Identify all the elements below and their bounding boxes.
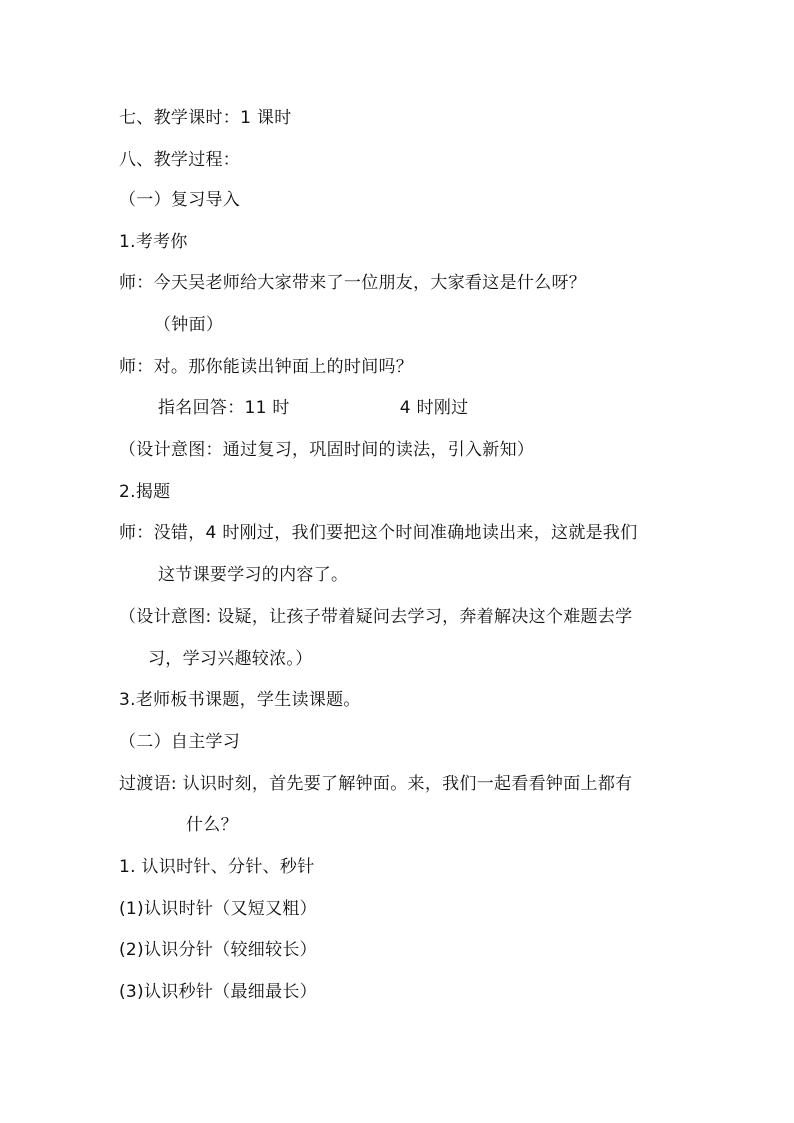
transition-line: 过渡语: 认识时刻，首先要了解钟面。来，我们一起看看钟面上都有 [119,774,633,794]
design-intent-1: （设计意图：通过复习，巩固时间的读法，引入新知） [119,440,535,460]
second-hand-item: (3)认识秒针（最细最长） [119,982,317,1002]
item-board-title: 3.老师板书课题，学生读课题。 [119,690,361,710]
answer-11: 指名回答：11 时 [158,398,290,418]
section-eight-heading: 八、教学过程： [119,150,241,170]
answer-4: 4 时刚过 [399,398,469,418]
design-intent-2-cont: 习，学习兴趣较浓。） [148,649,313,669]
teacher-line-1: 师：今天吴老师给大家带来了一位朋友，大家看这是什么呀？ [119,273,587,293]
answer-clock-face: （钟面） [154,315,224,335]
item-topic-heading: 2.揭题 [119,482,171,502]
item-quiz-heading: 1.考考你 [119,232,188,252]
named-answer-row [158,397,468,419]
teacher-line-3-cont: 这节课要学习的内容了。 [158,565,349,585]
subsection-self-study-heading: （二）自主学习 [119,732,241,752]
item-hands-heading: 1. 认识时针、分针、秒针 [119,857,315,877]
hour-hand-item: (1)认识时针（又短又粗） [119,899,317,919]
design-intent-2: （设计意图: 设疑，让孩子带着疑问去学习，奔着解决这个难题去学 [119,607,633,627]
minute-hand-item: (2)认识分针（较细较长） [119,940,317,960]
subsection-review-heading: （一）复习导入 [119,190,241,210]
section-seven-heading: 七、教学课时：1 课时 [119,108,292,128]
teacher-line-3: 师：没错，4 时刚过，我们要把这个时间准确地读出来，这就是我们 [119,523,638,543]
transition-line-cont: 什么？ [186,815,238,835]
teacher-line-2: 师：对。那你能读出钟面上的时间吗？ [119,357,414,377]
